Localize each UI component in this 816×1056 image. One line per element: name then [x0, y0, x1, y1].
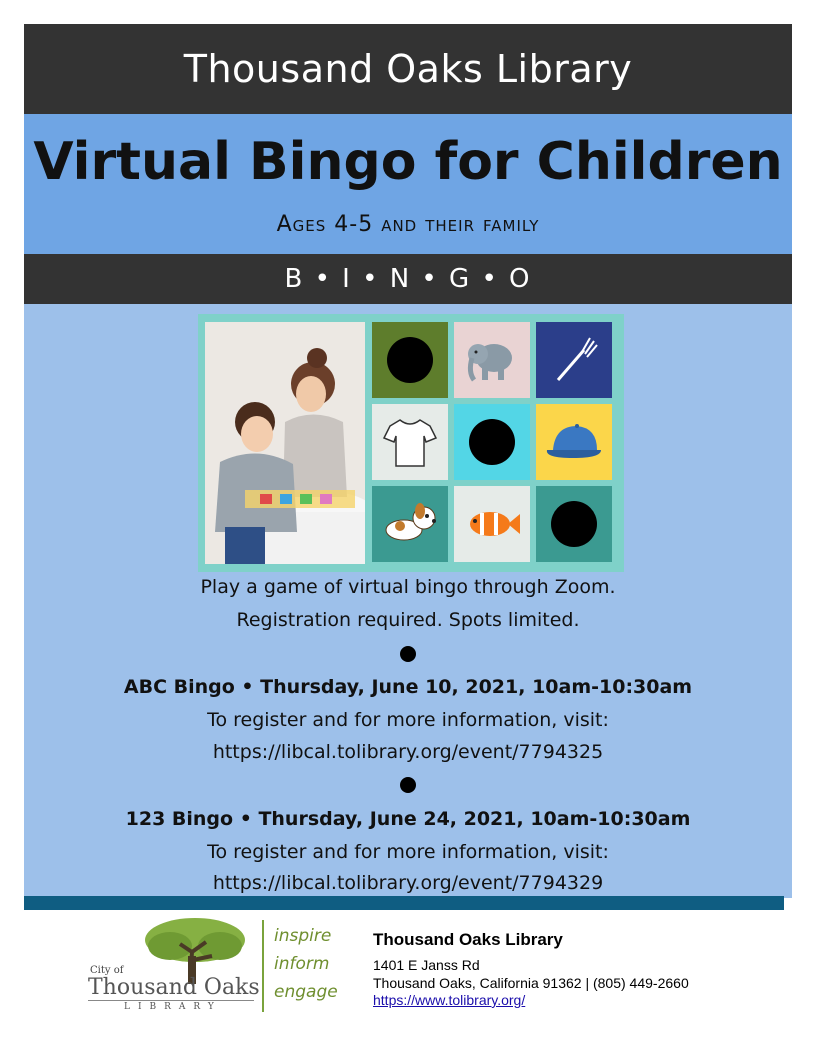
description-line-2: Registration required. Spots limited. — [236, 609, 580, 631]
content-area — [24, 304, 792, 898]
clownfish-icon — [462, 504, 522, 544]
event-1-info: To register and for more information, visit: — [207, 709, 609, 731]
bingo-marker-icon — [469, 419, 515, 465]
tagline-engage: engage — [274, 982, 338, 1002]
bingo-tile-shirt — [372, 404, 448, 480]
bingo-letters-bar — [24, 254, 792, 304]
bingo-tile-dog — [372, 486, 448, 562]
bingo-tile-elephant — [454, 322, 530, 398]
footer-website-link[interactable]: https://www.tolibrary.org/ — [373, 992, 526, 1008]
footer-address-line-2: Thousand Oaks, California 91362 | (805) 449-2660 — [373, 975, 689, 991]
tagline-inspire: inspire — [274, 926, 332, 946]
logo-rule — [88, 1000, 254, 1001]
tagline-inform: inform — [274, 954, 330, 974]
main-title: Virtual Bingo for Children — [33, 132, 783, 192]
bullet-dot-icon — [400, 777, 416, 793]
dog-icon — [380, 502, 440, 546]
event-2-info: To register and for more information, visit: — [207, 841, 609, 863]
logo-library-text: LIBRARY — [124, 1002, 222, 1012]
children-illustration — [205, 322, 365, 564]
footer-divider — [24, 896, 784, 910]
description-line-1: Play a game of virtual bingo through Zoom. — [200, 576, 616, 598]
tagline-divider — [262, 920, 264, 1012]
logo-name-text: Thousand Oaks — [88, 975, 260, 1000]
bingo-tile-cap — [536, 404, 612, 480]
baseball-cap-icon — [543, 420, 605, 464]
oak-tree-logo-icon — [140, 916, 250, 984]
library-title-bar — [24, 24, 792, 114]
event-2-link[interactable]: https://libcal.tolibrary.org/event/7794329 — [212, 872, 604, 894]
bingo-letters: B • I • N • G • O — [284, 264, 532, 294]
bingo-tile-fish — [454, 486, 530, 562]
bingo-tile-covered — [454, 404, 530, 480]
bingo-tile-covered — [536, 486, 612, 562]
bingo-board-image — [198, 314, 624, 572]
bingo-marker-icon — [387, 337, 433, 383]
event-1-link[interactable]: https://libcal.tolibrary.org/event/7794325 — [212, 741, 604, 763]
tshirt-icon — [382, 416, 438, 468]
bingo-tile-covered — [372, 322, 448, 398]
bingo-marker-icon — [551, 501, 597, 547]
fork-icon — [546, 332, 602, 388]
footer-address-line-1: 1401 E Janss Rd — [373, 957, 480, 973]
footer-library-name: Thousand Oaks Library — [373, 930, 563, 949]
logo-city-text: City of — [90, 965, 124, 976]
event-1-heading: ABC Bingo • Thursday, June 10, 2021, 10am-10:30am — [123, 676, 693, 698]
title-band — [24, 114, 792, 254]
library-title: Thousand Oaks Library — [183, 47, 633, 91]
bingo-tile-fork — [536, 322, 612, 398]
age-subtitle: Ages 4-5 and their family — [276, 212, 540, 237]
event-2-heading: 123 Bingo • Thursday, June 24, 2021, 10am-10:30am — [125, 808, 691, 830]
bullet-dot-icon — [400, 646, 416, 662]
children-playing-photo — [205, 322, 365, 564]
elephant-icon — [464, 336, 520, 384]
